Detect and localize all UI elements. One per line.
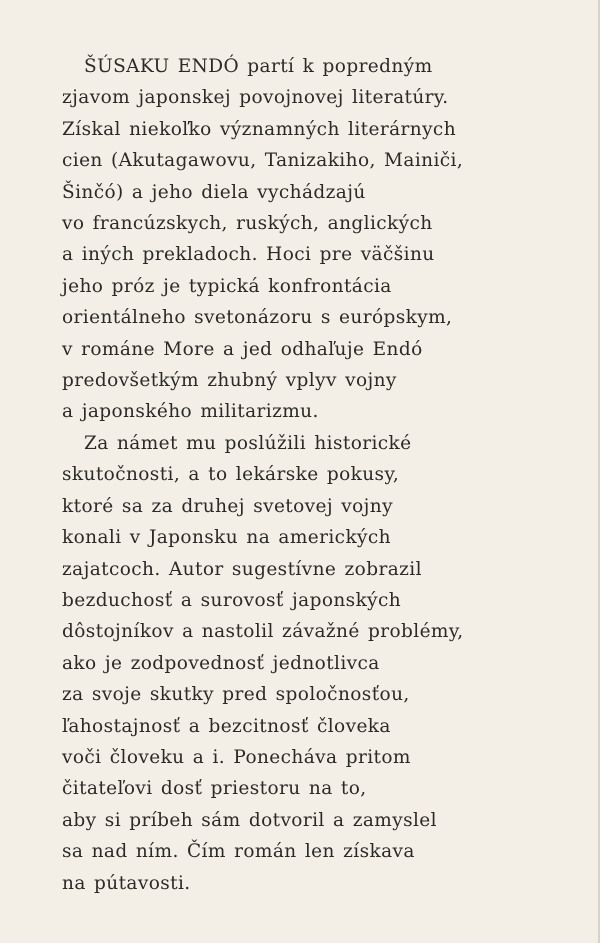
- text-line: orientálneho svetonázoru s európskym,: [62, 307, 453, 329]
- text-line: a iných prekladoch. Hoci pre väčšinu: [62, 244, 435, 266]
- body-text: [62, 51, 582, 899]
- text-line: aby si príbeh sám dotvoril a zamyslel: [62, 809, 437, 831]
- text-line: vo francúzskych, ruských, anglických: [62, 213, 433, 235]
- text-line: Získal niekoľko významných literárnych: [62, 118, 457, 140]
- paragraph-2: [62, 428, 582, 899]
- text-line: konali v Japonsku na amerických: [62, 527, 391, 549]
- text-line: ktoré sa za druhej svetovej vojny: [62, 495, 393, 517]
- text-line: Za námet mu poslúžili historické: [84, 432, 412, 454]
- text-line: Šinčó) a jeho diela vychádzajú: [62, 181, 366, 203]
- text-line: v románe More a jed odhaľuje Endó: [62, 338, 423, 360]
- text-line: bezduchosť a surovosť japonských: [62, 589, 402, 611]
- text-line: a japonského militarizmu.: [62, 401, 319, 423]
- text-line: skutočnosti, a to lekárske pokusy,: [62, 464, 400, 486]
- text-line: dôstojníkov a nastolil závažné problémy,: [62, 621, 464, 643]
- text-line: na pútavosti.: [62, 872, 191, 894]
- text-line: za svoje skutky pred spoločnosťou,: [62, 684, 410, 706]
- text-line: predovšetkým zhubný vplyv vojny: [62, 370, 397, 392]
- text-line: jeho próz je typická konfrontácia: [62, 275, 392, 297]
- text-line: sa nad ním. Čím román len získava: [62, 841, 415, 863]
- text-line: zajatcoch. Autor sugestívne zobrazil: [62, 558, 422, 580]
- text-line: cien (Akutagawovu, Tanizakiho, Mainiči,: [62, 150, 464, 172]
- text-line: ŠÚSAKU ENDÓ partí k popredným: [84, 56, 433, 77]
- paragraph-1: [62, 51, 582, 428]
- text-line: voči človeku a i. Ponecháva pritom: [62, 746, 411, 768]
- text-line: zjavom japonskej povojnovej literatúry.: [62, 87, 449, 109]
- text-line: ľahostajnosť a bezcitnosť človeka: [62, 715, 391, 737]
- text-line: ako je zodpovednosť jednotlivca: [62, 652, 380, 674]
- text-line: čitateľovi dosť priestoru na to,: [62, 778, 367, 800]
